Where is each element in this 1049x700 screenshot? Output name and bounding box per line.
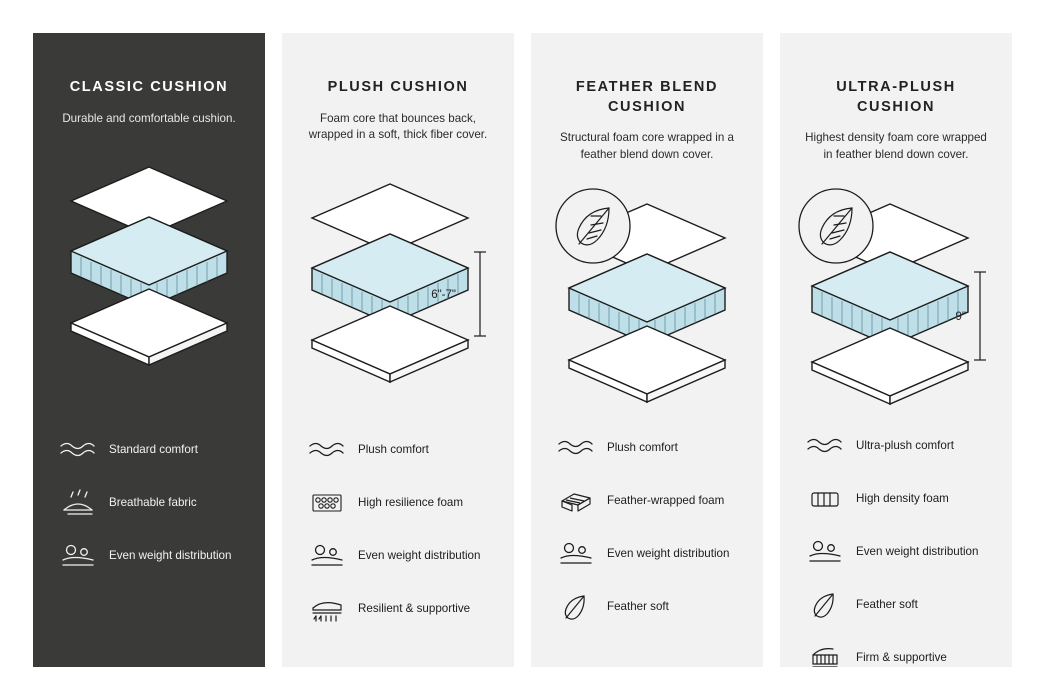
layer-stack-illustration [531,176,763,406]
resilient-support-icon [304,592,350,626]
feature-label: High resilience foam [358,496,464,510]
even-weight-icon [55,539,101,573]
feature-item [304,592,494,626]
feature-item [553,484,743,518]
cushion-diagram [531,176,763,426]
card-description: Structural foam core wrapped in a feather blend down cover. [560,131,734,161]
waves-icon [553,431,599,465]
feature-label: Even weight distribution [607,547,730,561]
cushion-diagram [33,139,265,389]
layer-stack-illustration [282,156,514,386]
feature-item [802,482,992,516]
feather-icon [553,590,599,624]
feature-item [55,486,245,520]
layer-stack-illustration [780,176,1012,406]
card-feather-blend-cushion [531,33,763,667]
feather-icon [802,588,848,622]
feature-item [553,537,743,571]
cushion-diagram [282,156,514,406]
feature-item [304,539,494,573]
feature-list [780,429,1012,667]
feature-label: Ultra-plush comfort [856,439,954,453]
firm-support-icon [802,641,848,667]
feature-list [282,433,514,645]
feature-item [553,590,743,624]
feature-label: Breathable fabric [109,496,197,510]
card-description: Durable and comfortable cushion. [62,111,236,125]
feature-label: Even weight distribution [856,545,979,559]
card-title: PLUSH CUSHION [327,79,469,95]
feature-label: Feather soft [607,600,669,614]
card-description: Highest density foam core wrapped in feather blend down cover. [805,131,987,161]
waves-icon [802,429,848,463]
even-weight-icon [553,537,599,571]
waves-icon [304,433,350,467]
card-title: CLASSIC CUSHION [69,79,229,95]
feather-badge [556,189,630,263]
feature-item [55,433,245,467]
feature-label: Even weight distribution [358,549,481,563]
feature-label: Even weight distribution [109,549,232,563]
cushion-diagram [780,176,1012,426]
waves-icon [55,433,101,467]
feature-item [802,641,992,667]
foam-block-icon [553,484,599,518]
feature-label: High density foam [856,492,949,506]
dense-foam-icon [802,482,848,516]
card-description: Foam core that bounces back, wrapped in a soft, thick fiber cover. [308,111,488,142]
feature-item [55,539,245,573]
feature-item [802,588,992,622]
feature-label: Standard comfort [109,443,198,457]
feature-label: Resilient & supportive [358,602,471,616]
card-ultra-plush-cushion [780,33,1012,667]
card-classic-cushion [33,33,265,667]
feature-item [553,431,743,465]
honeycomb-icon [304,486,350,520]
even-weight-icon [802,535,848,569]
breathable-fabric-icon [55,486,101,520]
card-title: ULTRA-PLUSH CUSHION [836,79,956,115]
feature-item [304,486,494,520]
card-plush-cushion [282,33,514,667]
feature-label: Feather-wrapped foam [607,494,725,508]
feather-badge [799,189,873,263]
feature-label: Plush comfort [607,441,678,455]
even-weight-icon [304,539,350,573]
feature-item [802,535,992,569]
feature-label: Firm & supportive [856,651,947,665]
feature-item [304,433,494,467]
dimension-label: 6"-7" [431,289,456,302]
layer-stack-illustration [33,139,265,369]
feature-list [33,433,265,592]
feature-list [531,431,763,643]
card-title: FEATHER BLEND CUSHION [575,79,719,115]
dimension-label: 9" [955,310,966,323]
feature-label: Feather soft [856,598,918,612]
feature-item [802,429,992,463]
feature-label: Plush comfort [358,443,429,457]
